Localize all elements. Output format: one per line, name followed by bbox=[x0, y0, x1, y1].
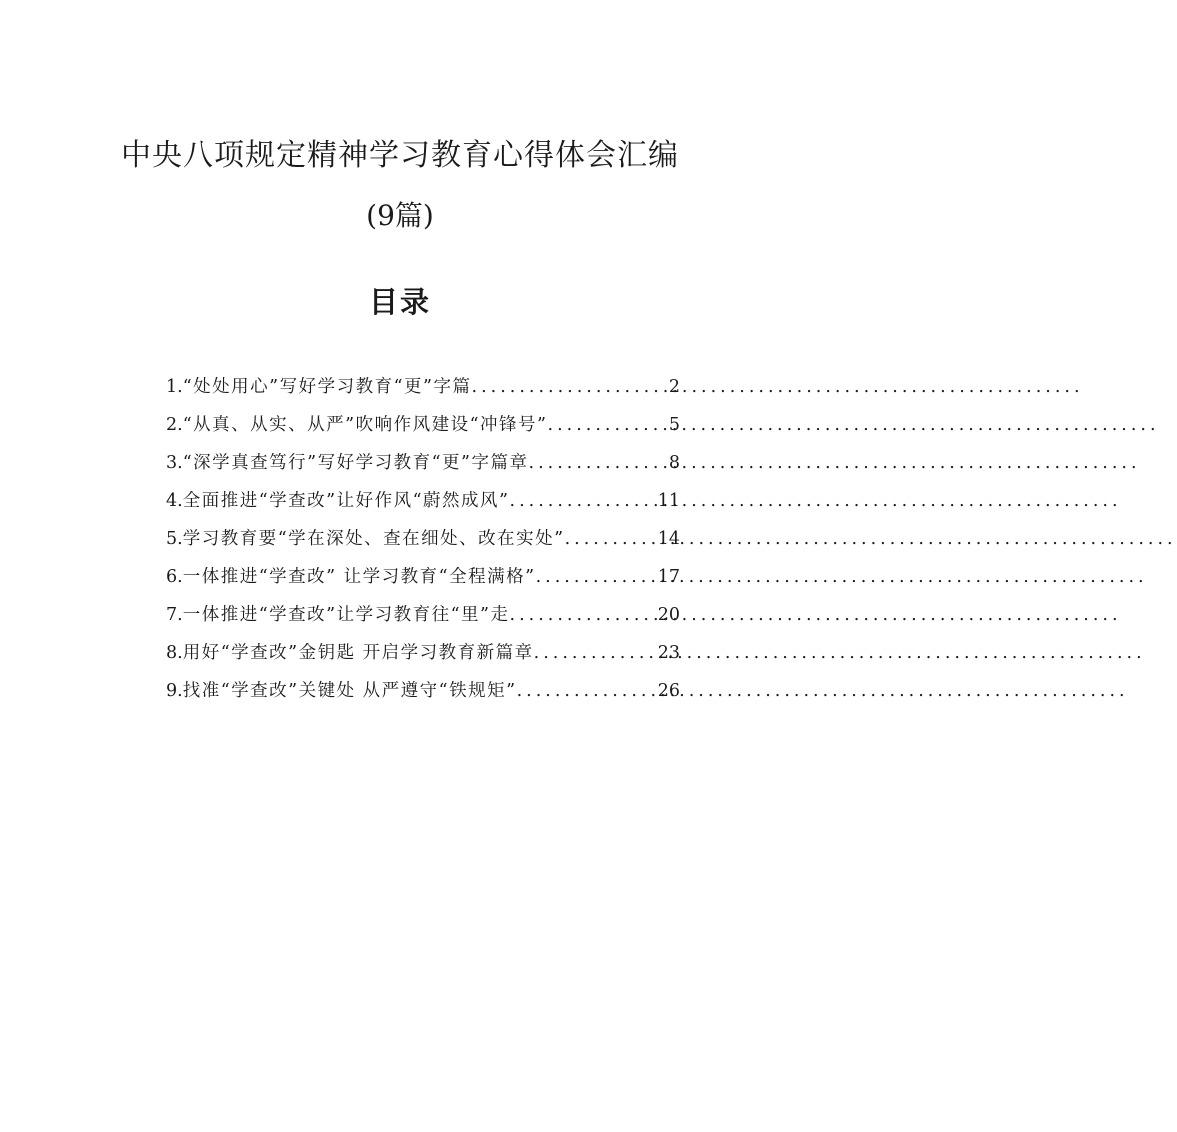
toc-entry-page: 20 bbox=[657, 605, 680, 625]
toc-leader-dots bbox=[565, 520, 656, 558]
toc-entry[interactable] bbox=[166, 444, 680, 482]
toc-leader-dots bbox=[548, 406, 667, 444]
toc-entry-number: 8. bbox=[166, 643, 183, 663]
toc-entry[interactable] bbox=[166, 672, 680, 710]
toc-entry-page: 8 bbox=[668, 453, 680, 473]
toc-entry-number: 2. bbox=[166, 415, 183, 435]
toc-entry-number: 4. bbox=[166, 491, 183, 511]
toc-entry-number: 5. bbox=[166, 529, 183, 549]
toc-entry-page: 5 bbox=[668, 415, 680, 435]
toc-entry[interactable] bbox=[166, 596, 680, 634]
toc-entry-title: 一体推进“学查改”让学习教育往“里”走 bbox=[182, 605, 510, 625]
toc-entry[interactable] bbox=[166, 558, 680, 596]
toc-entry-number: 1. bbox=[166, 377, 183, 397]
toc-entry-page: 11 bbox=[657, 491, 680, 511]
toc-entry-page: 14 bbox=[657, 529, 680, 549]
toc-entry-page: 26 bbox=[657, 681, 680, 701]
toc-entry-page: 2 bbox=[668, 377, 680, 397]
toc-entry-title: 用好“学查改”金钥匙 开启学习教育新篇章 bbox=[182, 643, 534, 663]
toc-entry[interactable] bbox=[166, 520, 680, 558]
toc-entry[interactable] bbox=[166, 406, 680, 444]
toc-leader-dots bbox=[510, 482, 656, 520]
toc-entry-number: 3. bbox=[166, 453, 183, 473]
toc-leader-dots bbox=[472, 368, 667, 406]
document-subtitle: (9篇) bbox=[366, 199, 434, 232]
toc-entry[interactable] bbox=[166, 482, 680, 520]
toc-entry-page: 23 bbox=[657, 643, 680, 663]
toc-heading: 目录 bbox=[368, 285, 431, 319]
toc-entry-title: 全面推进“学查改”让好作风“蔚然成风” bbox=[182, 491, 510, 511]
toc-entry-title: 找准“学查改”关键处 从严遵守“铁规矩” bbox=[182, 681, 517, 701]
document-title: 中央八项规定精神学习教育心得体会汇编 bbox=[121, 138, 679, 173]
toc-leader-dots bbox=[517, 672, 656, 710]
toc-entry-number: 7. bbox=[166, 605, 183, 625]
toc-entry-number: 9. bbox=[166, 681, 183, 701]
toc-leader-dots bbox=[510, 596, 656, 634]
toc-entry-title: “深学真查笃行”写好学习教育“更”字篇章 bbox=[182, 453, 529, 473]
toc-entry[interactable] bbox=[166, 634, 680, 672]
toc-leader-dots bbox=[536, 558, 656, 596]
toc-entry[interactable] bbox=[166, 368, 680, 406]
table-of-contents bbox=[166, 368, 680, 710]
toc-entry-title: 一体推进“学查改” 让学习教育“全程满格” bbox=[182, 567, 536, 587]
toc-entry-title: 学习教育要“学在深处、查在细处、改在实处” bbox=[182, 529, 565, 549]
toc-leader-dots bbox=[529, 444, 667, 482]
toc-entry-page: 17 bbox=[657, 567, 680, 587]
toc-entry-title: “处处用心”写好学习教育“更”字篇 bbox=[182, 377, 472, 397]
toc-entry-title: “从真、从实、从严”吹响作风建设“冲锋号” bbox=[182, 415, 548, 435]
toc-entry-number: 6. bbox=[166, 567, 183, 587]
toc-leader-dots bbox=[534, 634, 656, 672]
